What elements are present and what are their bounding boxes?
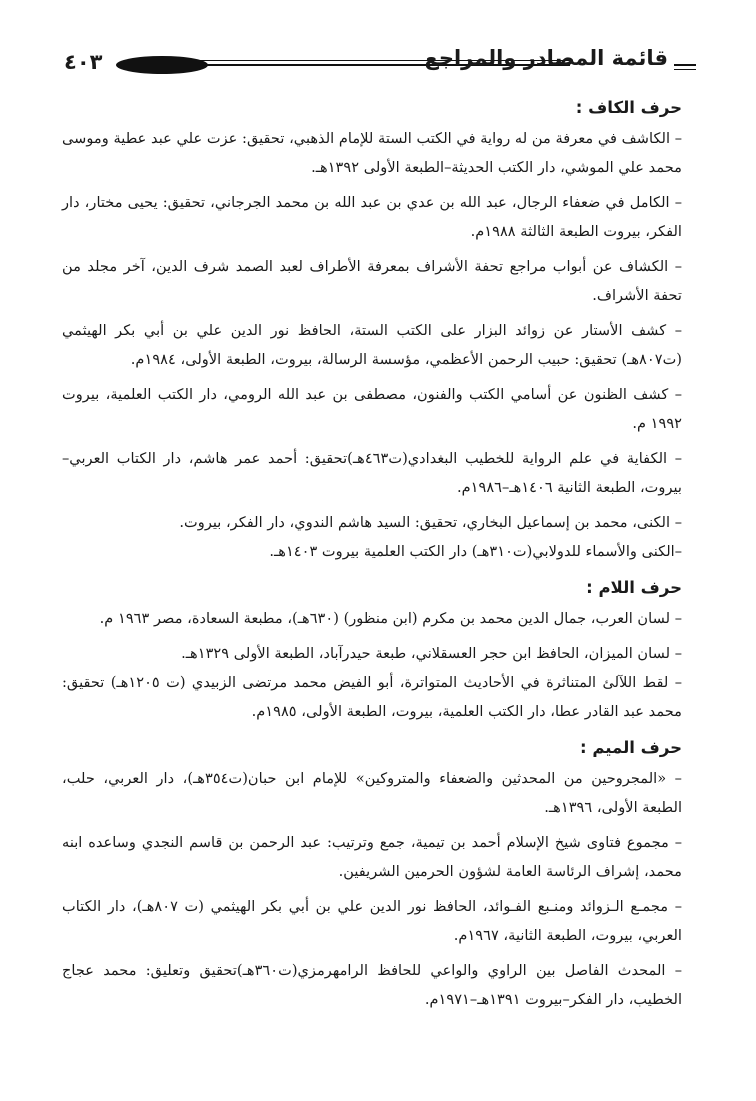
bibliography-entry: – الكفاية في علم الرواية للخطيب البغدادي(ت٤٦٣هـ)تحقيق: أحمد عمر هاشم، دار الكتاب العربي–بيروت، الطبعة الثانية ١٤٠٦هـ–١٩٨٦م. bbox=[62, 450, 682, 496]
bibliography-entry: – مجمـع الـزوائد ومنـبع الفـوائد، الحافظ نور الدين علي بن أبي بكر الهيثمي (ت ٨٠٧هـ)، دار الكتاب العربي، بيروت، الطبعة الثانية، ١٩٦٧م. bbox=[62, 898, 682, 944]
bibliography-entry: – المحدث الفاصل بين الراوي والواعي للحافظ الرامهرمزي(ت٣٦٠هـ)تحقيق وتعليق: محمد عجاج الخطيب، دار الفكر–بيروت ١٣٩١هـ–١٩٧١م. bbox=[62, 962, 682, 1008]
bibliography-entry: – كشف الظنون عن أسامي الكتب والفنون، مصطفى بن عبد الله الرومي، دار الكتب العلمية، بيروت ١٩٩٢ م. bbox=[62, 386, 682, 432]
bibliography-entry: – مجموع فتاوى شيخ الإسلام أحمد بن تيمية، جمع وترتيب: عبد الرحمن بن قاسم النجدي وساعده ابنه محمد، إشراف الرئاسة العامة لشؤون الحرمين الشريفين. bbox=[62, 834, 682, 880]
header-dash bbox=[674, 64, 696, 66]
bibliography-entry: – الكنى، محمد بن إسماعيل البخاري، تحقيق: السيد هاشم الندوي، دار الفكر، بيروت. bbox=[179, 514, 682, 531]
bibliography-entry: – لسان الميزان، الحافظ ابن حجر العسقلاني، طبعة حيدرآباد، الطبعة الأولى ١٣٢٩هـ. bbox=[181, 645, 682, 662]
header-title: قائمة المصادر والمراجع bbox=[424, 46, 668, 70]
section-heading: حرف الكاف : bbox=[575, 98, 682, 117]
bibliography-entry: – لقط اللآلئ المتناثرة في الأحاديث المتواترة، أبو الفيض محمد مرتضى الزبيدي (ت ١٢٠٥هـ) تحقيق: محمد عبد القادر عطا، دار الكتب العلمية، بيروت، الطبعة الأولى، ١٩٨٥م. bbox=[62, 674, 682, 720]
bibliography-entry: – الكشاف عن أبواب مراجع تحفة الأشراف بمعرفة الأطراف لعبد الصمد شرف الدين، آخر مجلد من تحفة الأشراف. bbox=[62, 258, 682, 304]
bibliography-entry: – «المجروحين من المحدثين والضعفاء والمتروكين» للإمام ابن حبان(ت٣٥٤هـ)، دار العربي، حلب، الطبعة الأولى، ١٣٩٦هـ. bbox=[62, 770, 682, 816]
bibliography-entry: –الكنى والأسماء للدولابي(ت٣١٠هـ) دار الكتب العلمية بيروت ١٤٠٣هـ. bbox=[269, 543, 682, 560]
bibliography-content bbox=[62, 92, 682, 1020]
running-header bbox=[60, 42, 696, 86]
bibliography-entry: – لسان العرب، جمال الدين محمد بن مكرم (ابن منظور) (٦٣٠هـ)، مطبعة السعادة، مصر ١٩٦٣ م. bbox=[99, 610, 682, 627]
section-heading: حرف الميم : bbox=[580, 738, 682, 757]
bibliography-entry: – كشف الأستار عن زوائد البزار على الكتب الستة، الحافظ نور الدين علي بن أبي بكر الهيثمي (ت٨٠٧هـ) تحقيق: حبيب الرحمن الأعظمي، مؤسسة الرسالة، بيروت، الطبعة الأولى، ١٩٨٤م. bbox=[62, 322, 682, 368]
bibliography-entry: – الكامل في ضعفاء الرجال، عبد الله بن عدي بن عبد الله بن محمد الجرجاني، تحقيق: يحيى مختار، دار الفكر، بيروت الطبعة الثالثة ١٩٨٨م. bbox=[62, 194, 682, 240]
bibliography-entry: – الكاشف في معرفة من له رواية في الكتب الستة للإمام الذهبي، تحقيق: عزت علي عبد عطية وموسى محمد علي الموشي، دار الكتب الحديثة–الطبعة الأولى ١٣٩٢هـ. bbox=[62, 130, 682, 176]
section-heading: حرف اللام : bbox=[586, 578, 682, 597]
section-mim bbox=[62, 732, 682, 1014]
page-number: ٤٠٣ bbox=[64, 50, 103, 74]
section-kaf bbox=[62, 92, 682, 566]
header-dash-thin bbox=[674, 69, 696, 70]
section-lam bbox=[62, 572, 682, 726]
